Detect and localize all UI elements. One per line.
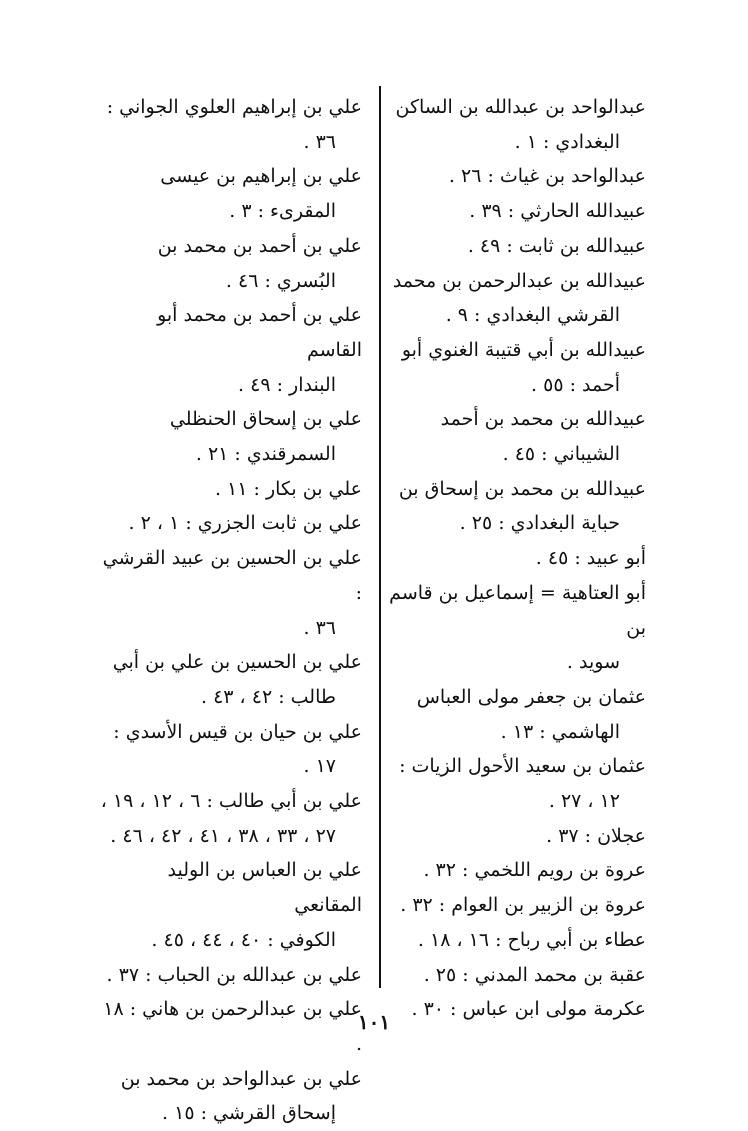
index-entry bbox=[378, 541, 646, 576]
index-entry-text: أبو عبيد : ٤٥ . bbox=[535, 547, 646, 570]
index-entry bbox=[100, 402, 362, 471]
index-entry-text: علي بن الحسين بن علي بن أبي bbox=[112, 651, 362, 674]
index-entry bbox=[100, 645, 362, 714]
index-entry-text: عبيدالله بن عبدالرحمن بن محمد bbox=[392, 269, 646, 292]
index-entry bbox=[100, 784, 362, 853]
index-entry-continuation: ١٢ ، ٢٧ . bbox=[548, 790, 620, 813]
index-entry-continuation: إسحاق القرشي : ١٥ . bbox=[162, 1102, 336, 1125]
index-entry-continuation: المقرىء : ٣ . bbox=[229, 200, 336, 223]
index-entry bbox=[378, 159, 646, 194]
index-entry-text: علي بن الحسين بن عبيد القرشي : bbox=[102, 547, 362, 604]
index-entry-text: عطاء بن أبي رباح : ١٦ ، ١٨ . bbox=[417, 928, 646, 951]
index-entry-continuation: حباية البغدادي : ٢٥ . bbox=[459, 512, 620, 535]
index-entry-text: عجلان : ٣٧ . bbox=[546, 824, 646, 847]
index-entry bbox=[100, 715, 362, 784]
index-entry-text: علي بن أبي طالب : ٦ ، ١٢ ، ١٩ ، bbox=[100, 790, 362, 813]
index-entry-continuation: القرشي البغدادي : ٩ . bbox=[445, 304, 620, 327]
index-entry-text: عروة بن رويم اللخمي : ٣٢ . bbox=[423, 859, 646, 882]
index-entry bbox=[100, 541, 362, 645]
index-entry-text: عبيدالله بن محمد بن أحمد bbox=[440, 408, 646, 431]
index-entry bbox=[100, 958, 362, 993]
index-entry-continuation: السمرقندي : ٢١ . bbox=[195, 443, 336, 466]
index-entry-continuation: سويد . bbox=[566, 651, 620, 674]
index-entry bbox=[378, 958, 646, 993]
column-divider bbox=[379, 86, 381, 988]
index-entry-text: علي بن ثابت الجزري : ١ ، ٢ . bbox=[128, 512, 362, 535]
index-entry bbox=[378, 333, 646, 402]
index-entry-continuation: الكوفي : ٤٠ ، ٤٤ ، ٤٥ . bbox=[151, 928, 336, 951]
page-number: ١٠١ bbox=[357, 1010, 391, 1034]
index-entry bbox=[100, 90, 362, 159]
index-entry bbox=[378, 819, 646, 854]
index-entry bbox=[378, 472, 646, 541]
index-entry-text: علي بن إسحاق الحنظلي bbox=[169, 408, 362, 431]
index-entry-text: أبو العتاهية = إسماعيل بن قاسم بن bbox=[389, 581, 646, 639]
index-entry-continuation: ٣٦ . bbox=[303, 616, 336, 639]
index-entry bbox=[378, 923, 646, 958]
index-entry bbox=[378, 402, 646, 471]
index-entry bbox=[378, 576, 646, 680]
index-entry-text: علي بن العباس بن الوليد المقانعي bbox=[167, 859, 362, 917]
index-entry-text: عكرمة مولى ابن عباس : ٣٠ . bbox=[411, 998, 646, 1021]
index-entry-continuation: أحمد : ٥٥ . bbox=[531, 373, 620, 396]
index-entry-continuation: ٣٦ . bbox=[303, 130, 336, 153]
index-entry bbox=[100, 229, 362, 298]
index-entry-text: علي بن أحمد بن محمد أبو القاسم bbox=[157, 304, 362, 361]
index-entry bbox=[100, 159, 362, 228]
index-entry-text: علي بن عبدالواحد بن محمد بن bbox=[120, 1067, 362, 1090]
index-entry bbox=[378, 680, 646, 749]
index-entry bbox=[378, 853, 646, 888]
index-entry bbox=[100, 298, 362, 402]
index-entry-text: علي بن عبدالله بن الحباب : ٣٧ . bbox=[106, 963, 362, 986]
index-entry-continuation: ٢٧ ، ٣٣ ، ٣٨ ، ٤١ ، ٤٢ ، ٤٦ . bbox=[110, 824, 336, 847]
index-entry-continuation: البغدادي : ١ . bbox=[514, 130, 620, 153]
index-entry-continuation: ١٧ . bbox=[303, 755, 336, 778]
index-entry bbox=[378, 749, 646, 818]
index-entry-continuation: الهاشمي : ١٣ . bbox=[500, 720, 620, 743]
index-entry-text: عثمان بن سعيد الأحول الزيات : bbox=[399, 755, 646, 778]
index-entry-continuation: الشيباني : ٤٥ . bbox=[502, 443, 620, 466]
index-entry-text: عثمان بن جعفر مولى العباس bbox=[416, 685, 646, 708]
index-entry-continuation: البُسري : ٤٦ . bbox=[225, 269, 336, 292]
index-entry-continuation: البندار : ٤٩ . bbox=[238, 373, 336, 396]
index-entry bbox=[378, 888, 646, 923]
index-entry-text: عبدالواحد بن عبدالله بن الساكن bbox=[395, 96, 646, 118]
index-entry-text: عبيدالله بن أبي قتيبة الغنوي أبو bbox=[401, 338, 646, 361]
index-entry bbox=[378, 264, 646, 333]
index-entry bbox=[378, 229, 646, 264]
index-entry bbox=[100, 853, 362, 957]
index-entry-text: عقبة بن محمد المدني : ٢٥ . bbox=[423, 963, 646, 986]
index-entry-text: علي بن حيان بن قيس الأسدي : bbox=[113, 720, 362, 743]
index-entry bbox=[100, 472, 362, 507]
index-entry bbox=[100, 506, 362, 541]
index-entry bbox=[100, 1062, 362, 1131]
index-entry bbox=[378, 90, 646, 159]
index-entry-text: عبيدالله بن ثابت : ٤٩ . bbox=[467, 234, 646, 257]
index-entry-text: علي بن بكار : ١١ . bbox=[214, 477, 362, 500]
index-entry-text: علي بن إبراهيم بن عيسى bbox=[160, 165, 362, 188]
index-entry-text: عبيدالله الحارثي : ٣٩ . bbox=[469, 200, 646, 223]
index-entry-text: عبيدالله بن محمد بن إسحاق بن bbox=[398, 477, 646, 500]
index-entry-text: علي بن إبراهيم العلوي الجواني : bbox=[106, 96, 362, 118]
index-entry-text: علي بن أحمد بن محمد بن bbox=[157, 234, 362, 257]
index-column-left bbox=[100, 90, 362, 1131]
index-entry-text: علي بن عبدالرحمن بن هاني : ١٨ . bbox=[103, 998, 362, 1055]
index-column-right bbox=[378, 90, 646, 1027]
index-entry-text: عروة بن الزبير بن العوام : ٣٢ . bbox=[400, 894, 646, 917]
index-entry-continuation: طالب : ٤٢ ، ٤٣ . bbox=[201, 685, 336, 708]
index-entry-text: عبدالواحد بن غياث : ٢٦ . bbox=[448, 165, 646, 188]
index-entry bbox=[378, 194, 646, 229]
